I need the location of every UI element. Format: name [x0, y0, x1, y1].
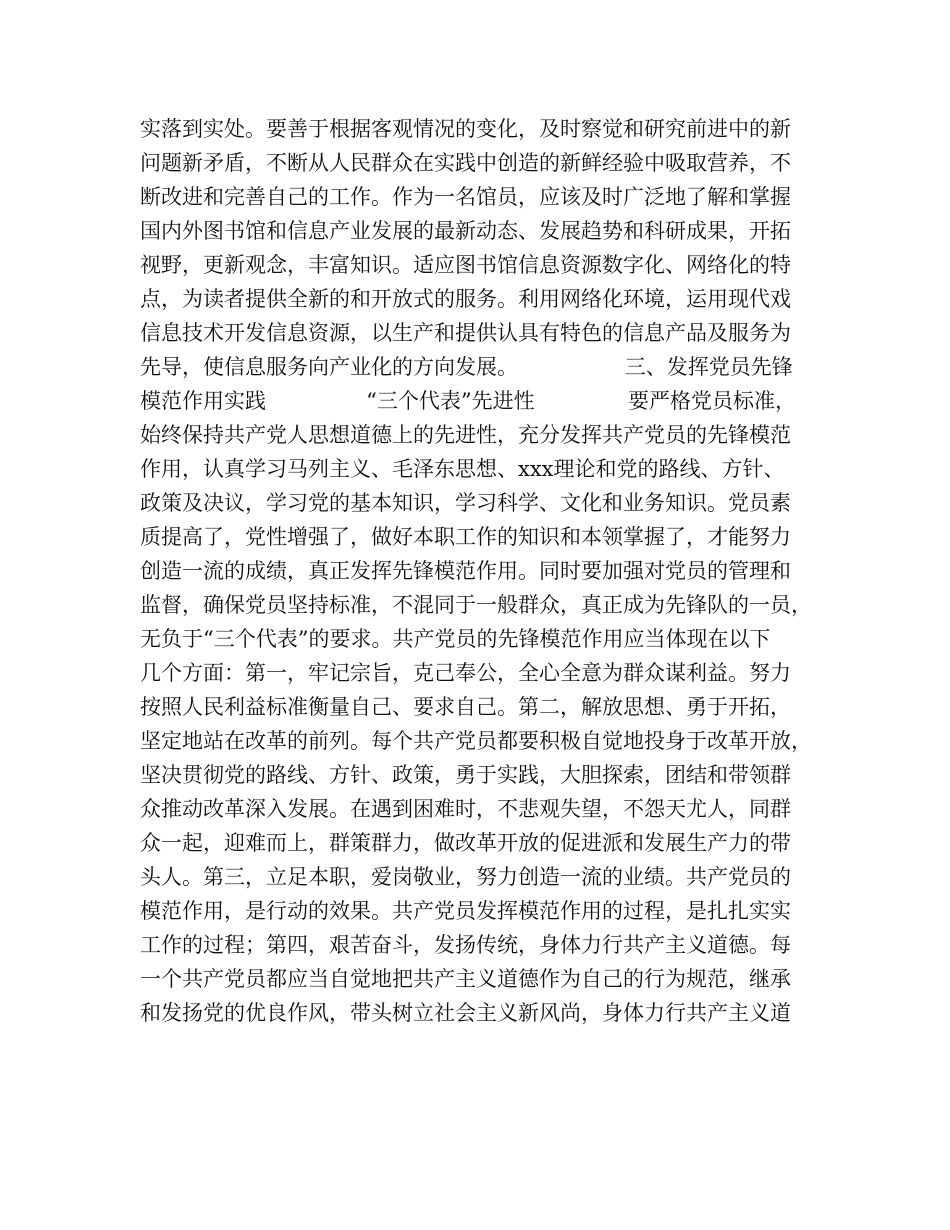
body-text: [140, 112, 830, 1030]
text-line: 模范作用实践 “三个代表”先进性 要严格党员标准，: [140, 389, 797, 413]
text-line: 工作的过程；第四，艰苦奋斗，发扬传统，身体力行共产主义道德。每: [140, 933, 791, 957]
text-line: 模范作用，是行动的效果。共产党员发挥模范作用的过程，是扎扎实实: [140, 899, 791, 923]
text-line: 头人。第三，立足本职，爱岗敬业，努力创造一流的业绩。共产党员的: [140, 865, 791, 889]
text-line: 监督，确保党员坚持标准，不混同于一般群众，真正成为先锋队的一员，: [140, 593, 812, 617]
text-line: 几个方面：第一，牢记宗旨，克己奉公，全心全意为群众谋利益。努力: [140, 661, 791, 685]
text-line: 质提高了，党性增强了，做好本职工作的知识和本领掌握了，才能努力: [140, 525, 791, 549]
text-line: 实落到实处。要善于根据客观情况的变化，及时察觉和研究前进中的新: [140, 117, 791, 141]
text-line: 国内外图书馆和信息产业发展的最新动态、发展趋势和科研成果，开拓: [140, 219, 791, 243]
text-line: 一个共产党员都应当自觉地把共产主义道德作为自己的行为规范，继承: [140, 967, 791, 991]
text-line: 创造一流的成绩，真正发挥先锋模范作用。同时要加强对党员的管理和: [140, 559, 791, 583]
text-line: 问题新矛盾，不断从人民群众在实践中创造的新鲜经验中吸取营养，不: [140, 151, 791, 175]
text-line: 政策及决议，学习党的基本知识，学习科学、文化和业务知识。党员素: [140, 491, 791, 515]
text-line: 断改进和完善自己的工作。作为一名馆员，应该及时广泛地了解和掌握: [140, 185, 791, 209]
text-line: 众一起，迎难而上，群策群力，做改革开放的促进派和发展生产力的带: [140, 831, 791, 855]
text-line: 信息技术开发信息资源，以生产和提供认具有特色的信息产品及服务为: [140, 321, 791, 345]
text-line: 无负于“三个代表”的要求。共产党员的先锋模范作用应当体现在以下: [140, 627, 771, 651]
text-line: 坚定地站在改革的前列。每个共产党员都要积极自觉地投身于改革开放，: [140, 729, 812, 753]
text-line: 坚决贯彻党的路线、方针、政策，勇于实践，大胆探索，团结和带领群: [140, 763, 791, 787]
text-line: 和发扬党的优良作风，带头树立社会主义新风尚，身体力行共产主义道: [140, 1001, 791, 1025]
text-line: 按照人民利益标准衡量自己、要求自己。第二，解放思想、勇于开拓，: [140, 695, 791, 719]
text-line: 始终保持共产党人思想道德上的先进性，充分发挥共产党员的先锋模范: [140, 423, 791, 447]
text-line: 视野，更新观念，丰富知识。适应图书馆信息资源数字化、网络化的特: [140, 253, 791, 277]
text-line: 作用，认真学习马列主义、毛泽东思想、xxx理论和党的路线、方针、: [140, 457, 785, 481]
text-line: 众推动改革深入发展。在遇到困难时，不悲观失望，不怨天尤人，同群: [140, 797, 791, 821]
text-line: 先导，使信息服务向产业化的方向发展。 三、发挥党员先锋: [140, 355, 793, 379]
text-line: 点，为读者提供全新的和开放式的服务。利用网络化环境，运用现代戏: [140, 287, 791, 311]
